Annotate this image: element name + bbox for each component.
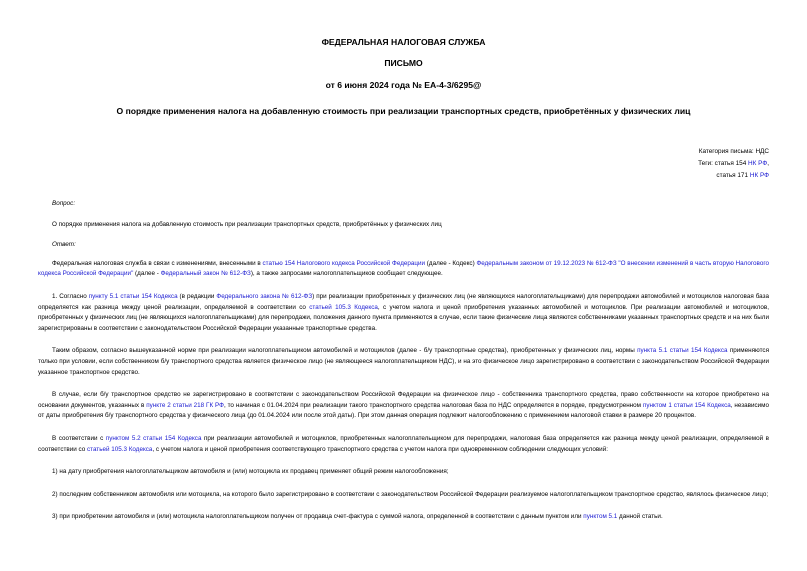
link-item-5-1[interactable]: пункту 5.1 статьи 154 Кодекса: [88, 292, 178, 300]
condition-2: 2) последним собственником автомобиля или мотоцикла, на которого было зарегистрировано в соответствии с законодательством Российской Федерации реализуемое налогоплательщиком транспортное средство, являлось физическое лицо;: [52, 490, 769, 498]
link-federal-law-612[interactable]: Федеральным законом от 19.12.2023 № 612-ФЗ "О внесении изменений в часть вторую Налогового кодекса Российской Федерации": [38, 259, 769, 278]
tag-link-nk-rf-171[interactable]: НК РФ: [749, 172, 769, 179]
tag-link-nk-rf-154[interactable]: НК РФ: [748, 160, 768, 167]
answer-label: Ответ:: [52, 241, 76, 249]
link-article-105-3-b[interactable]: статьей 105.3 Кодекса: [86, 445, 153, 453]
paragraph-2: Таким образом, согласно вышеуказанной норме при реализации налогоплательщиком автомобилей и мотоциклов (далее - б/у транспортные средства), приобретенных у физических лиц, нормы пункта 5.1 статьи 154 Кодекса применяются только при условии, если собственником б/у транспортного средства является физическое лицо (не являющееся налогоплательщиком НДС), и на это физическое лицо зарегистрировано в соответствии с законодательством Российской Федерации указанное транспортное средство.: [38, 347, 769, 376]
question-label: Вопрос:: [52, 200, 76, 207]
link-item-5-1-b[interactable]: пункта 5.1 статьи 154 Кодекса: [637, 347, 728, 355]
paragraph-1: 1. Согласно пункту 5.1 статьи 154 Кодекса (в редакции Федерального закона № 612-ФЗ) при реализации приобретенных у физических лиц (не являющихся налогоплательщиками) для перепродажи автомобилей и мотоциклов налоговая база определяется как разница между ценой реализации, определяемой в соответствии со статьей 105.3 Кодекса, с учетом налога и ценой приобретения указанных автомобилей и мотоциклов. При реализации автомобилей и мотоциклов, приобретенных у физических лиц (не являющихся налогоплательщиками) для перепродажи, положения данного пункта применяются в случае, если такие физические лица являются собственниками указанных транспортных средств и на них были зарегистрированы в соответствии с законодательством Российской Федерации указанные транспортные средства.: [38, 292, 770, 332]
link-gk-218[interactable]: пункте 2 статьи 218 ГК РФ: [146, 401, 224, 409]
link-item-5-2[interactable]: пунктом 5.2 статьи 154 Кодекса: [105, 434, 202, 442]
question-text: О порядке применения налога на добавленную стоимость при реализации транспортных средств, приобретённых у физических лиц: [52, 220, 442, 228]
document-title: О порядке применения налога на добавленную стоимость при реализации транспортных средств, приобретённых у физических лиц: [116, 106, 691, 116]
paragraph-3: В случае, если б/у транспортное средство не зарегистрировано в соответствии с законодательством Российской Федерации на физическое лицо - собственника транспортного средства, право собственности на которое приобретено на основании документов, указанных в пункте 2 статьи 218 ГК РФ, то начиная с 01.04.2024 при реализации такого транспортного средства налоговая база по НДС определяется в порядке, предусмотренном пунктом 1 статьи 154 Кодекса, независимо от даты приобретения б/у транспортного средства у физического лица (до 01.04.2024 или после этой даты). При этом данная операция подлежит налогообложению с применением налоговой ставки в размере 20 процентов.: [38, 391, 770, 420]
link-item-5-1-c[interactable]: пунктом 5.1: [583, 513, 618, 521]
category-line: Категория письма: НДС: [698, 148, 769, 155]
doc-type-heading: ПИСЬМО: [384, 58, 423, 68]
link-federal-law-612-short[interactable]: Федеральный закон № 612-ФЗ: [160, 270, 251, 278]
link-item-1-154[interactable]: пунктом 1 статьи 154 Кодекса: [642, 401, 731, 409]
condition-1: 1) на дату приобретения налогоплательщиком автомобиля и (или) мотоцикла их продавец применяет общий режим налогообложения;: [52, 468, 449, 476]
tags-line2-prefix: статья 171: [716, 172, 750, 179]
tags-prefix: Теги: статья 154: [698, 160, 749, 167]
tags-line-2: [38, 170, 769, 182]
paragraph-4: В соответствии с пунктом 5.2 статьи 154 Кодекса при реализации автомобилей и мотоциклов, приобретенных налогоплательщиком для перепродажи, налоговая база определяется как разница между ценой реализации, определяемой в соответствии со статьей 105.3 Кодекса, с учетом налога и ценой приобретения соответствующего транспортного средства с учетом налога при одновременном соблюдении следующих условий:: [38, 434, 769, 453]
condition-3: 3) при приобретении автомобиля и (или) мотоцикла налогоплательщиком получен от продавца счет-фактура с суммой налога, определенной в соответствии с данным пунктом или пунктом 5.1 данной статьи.: [52, 513, 663, 521]
date-number-heading: от 6 июня 2024 года № ЕА-4-3/6295@: [325, 80, 482, 90]
link-article-105-3[interactable]: статьей 105.3 Кодекса: [309, 303, 378, 311]
paragraph-intro: Федеральная налоговая служба в связи с изменениями, внесенными в статью 154 Налогового кодекса Российской Федерации (далее - Кодекс) Федеральным законом от 19.12.2023 № 612-ФЗ "О внесении изменений в часть вторую Налогового кодекса Российской Федерации" (далее - Федеральный закон № 612-ФЗ), а также запросами налогоплательщиков сообщает следующее.: [38, 259, 769, 278]
tags-line: [38, 158, 769, 170]
agency-heading: ФЕДЕРАЛЬНАЯ НАЛОГОВАЯ СЛУЖБА: [321, 37, 486, 47]
document-meta: [38, 146, 769, 182]
link-article-154[interactable]: статью 154 Налогового кодекса Российской Федерации: [262, 259, 426, 267]
link-law-612[interactable]: Федерального закона № 612-ФЗ: [216, 292, 313, 300]
tags-separator: ,: [767, 160, 769, 167]
